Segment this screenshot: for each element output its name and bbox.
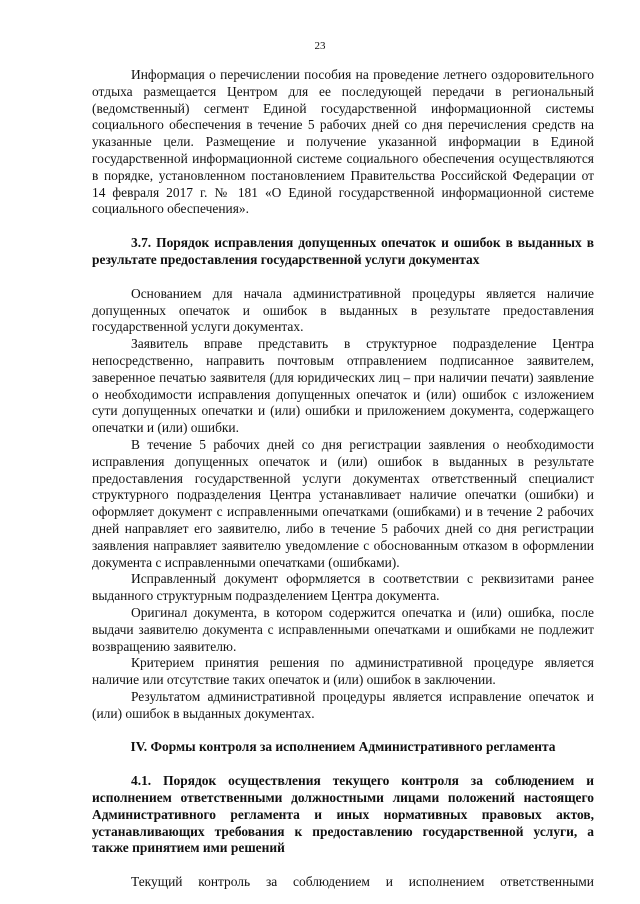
document-body <box>92 67 594 891</box>
paragraph: Критерием принятия решения по административной процедуре является наличие или отсутствие таких опечаток и (или) ошибок в заключении. <box>92 655 594 688</box>
page-number: 23 <box>314 40 326 52</box>
paragraph: Основанием для начала административной процедуры является наличие допущенных опечаток и ошибок в выданных в результате предоставления государственной услуги документах. <box>92 285 594 335</box>
section-3-7-heading: 3.7. Порядок исправления допущенных опечаток и ошибок в выданных в результате предоставления государственной услуги документах <box>92 235 594 267</box>
section-4-1-heading: 4.1. Порядок осуществления текущего контроля за соблюдением и исполнением ответственными должностными лицами положений настоящего Административного регламента и иных нормативных правовых актов, устанавливающих требования к предоставлению государственной услуги, а также принятием ими решений <box>92 773 594 856</box>
paragraph: Оригинал документа, в котором содержится опечатка и (или) ошибка, после выдачи заявителю документа с исправленными опечатками и ошибками не подлежит возвращению заявителю. <box>92 604 594 654</box>
paragraph-egisso-info: Информация о перечислении пособия на проведение летнего оздоровительного отдыха размещается Центром для ее последующей передачи в региональный (ведомственный) сегмент Единой государственной информационной системы социального обеспечения в течение 5 рабочих дней со дня перечисления средств на указанные цели. Размещение и получение указанной информации в Единой государственной информационной системе социального обеспечения осуществляются в порядке, установленном постановлением Правительства Российской Федерации от 14 февраля 2017 г. № 181 «О Единой государственной информационной системе социального обеспечения». <box>92 67 594 217</box>
paragraph: Исправленный документ оформляется в соответствии с реквизитами ранее выданного структурным подразделением Центра документа. <box>92 571 594 604</box>
paragraph: В течение 5 рабочих дней со дня регистрации заявления о необходимости исправления допущенных опечаток и (или) ошибок в выданных в результате предоставления государственной услуги документах ответственный специалист структурного подразделения Центра устанавливает наличие опечатки (ошибки) и оформляет документ с исправленными опечатками (ошибками) и в течение 2 рабочих дней направляет его заявителю, либо в течение 5 рабочих дней со дня регистрации заявления направляет заявителю уведомление с обоснованным отказом в оформлении документа с исправленными опечатками (ошибками). <box>92 436 594 570</box>
paragraph-current-control: Текущий контроль за соблюдением и исполнением ответственными <box>131 874 594 890</box>
paragraph: Результатом административной процедуры является исправление опечаток и (или) ошибок в выданных документах. <box>92 688 594 721</box>
paragraph: Заявитель вправе представить в структурное подразделение Центра непосредственно, направить почтовым отправлением подписанное заявителем, заверенное печатью заявителя (для юридических лиц – при наличии печати) заявление о необходимости исправления допущенных опечаток и (или) ошибок с изложением сути допущенных опечатки и (или) ошибки и приложением документа, содержащего опечатки и (или) ошибки. <box>92 336 594 436</box>
section-IV-heading: IV. Формы контроля за исполнением Административного регламента <box>130 739 556 755</box>
